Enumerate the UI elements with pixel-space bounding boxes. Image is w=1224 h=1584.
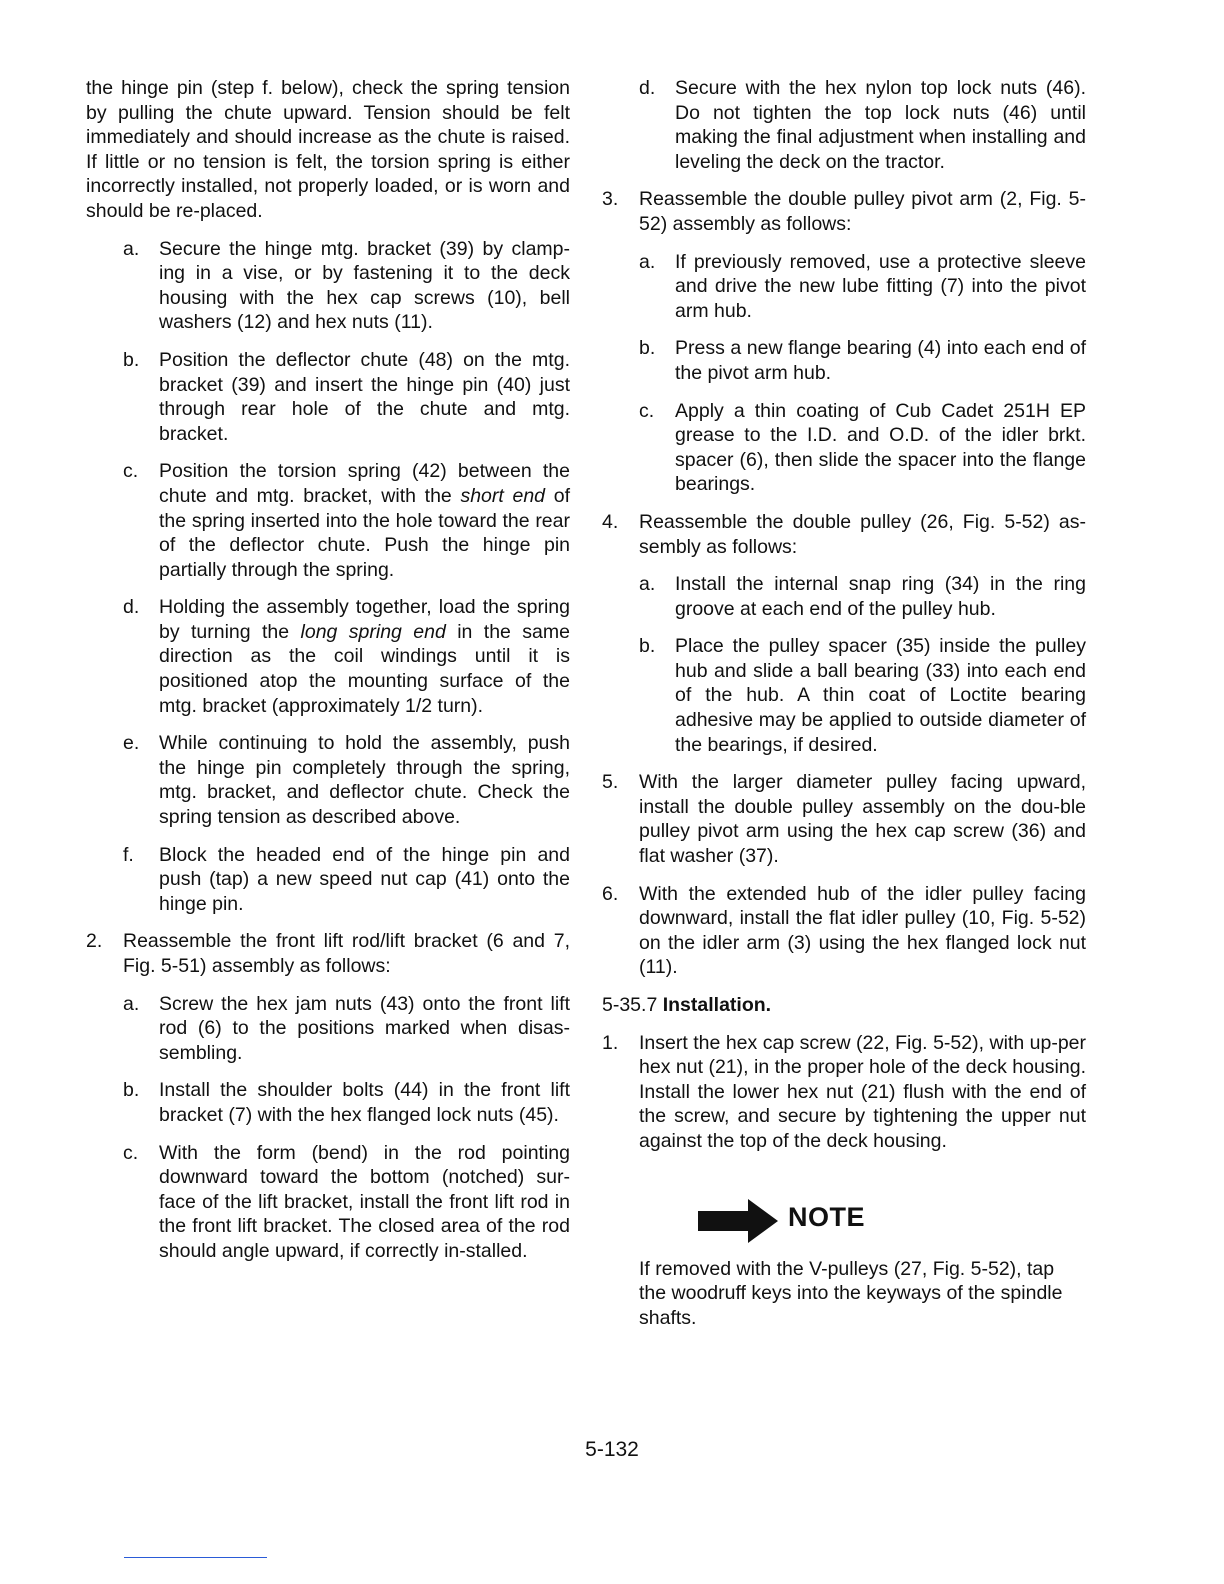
section-title: Installation. [662,994,772,1016]
step-2c-text: With the form (bend) in the rod pointing downward toward the bottom (notched) sur-face of the lift bracket, install the front lift rod in the front lift bracket. The closed area of the rod should angle upward, if correctly in-stalled. [159,1141,570,1262]
step-4a-text: Install the internal snap ring (34) in the ring groove at each end of the pulley hub. [675,573,1086,620]
right-column [602,76,1086,1330]
step-4a: a. Install the internal snap ring (34) in the ring groove at each end of the pulley hub. [639,573,1086,620]
install-step-1-text: Insert the hex cap screw (22, Fig. 5-52), with up-per hex nut (21), in the proper hole of the deck housing. Install the lower hex nut (21) flush with the end of the screw, and secure by tightening the upper nut against the top of the deck housing. [639,1031,1086,1152]
item-3-text: Reassemble the double pulley pivot arm (2, Fig. 5-52) assembly as follows: [639,188,1086,235]
note-header [602,1199,1086,1243]
step-1d: d. Holding the assembly together, load the spring by turning the long spring end in the same direction as the coil windings until it is positioned atop the mounting surface of the mtg. bracket (approximately 1/2 turn). [123,596,570,717]
step-3b: b. Press a new flange bearing (4) into each end of the pivot arm hub. [639,337,1086,384]
step-2b-text: Install the shoulder bolts (44) in the front lift bracket (7) with the hex flanged lock nuts (45). [159,1079,570,1126]
item-6-text: With the extended hub of the idler pulley facing downward, install the flat idler pulley (10, Fig. 5-52) on the idler arm (3) using the hex flanged lock nut (11). [639,882,1086,979]
step-2a: a. Screw the hex jam nuts (43) onto the front lift rod (6) to the positions marked when disas-sembling. [123,992,570,1064]
section-heading [602,993,1086,1018]
arrow-right-icon [698,1199,782,1243]
item-5: 5. With the larger diameter pulley facing upward, install the double pulley assembly on the dou-ble pulley pivot arm using the hex cap screw (36) and flat washer (37). [602,771,1086,868]
step-4b-text: Place the pulley spacer (35) inside the pulley hub and slide a ball bearing (33) into each end of the hub. A thin coat of Loctite bearing adhesive may be applied to outside diameter of the bearings, if desired. [675,635,1086,756]
emphasis-short-end: short end [460,484,546,507]
install-step-1: 1. Insert the hex cap screw (22, Fig. 5-52), with up-per hex nut (21), in the proper hole of the deck housing. Install the lower hex nut (21) flush with the end of the screw, and secure by tightening the upper nut against the top of the deck housing. [602,1031,1086,1152]
step-1b: b. Position the deflector chute (48) on the mtg. bracket (39) and insert the hinge pin (40) just through rear hole of the chute and mtg. bracket. [123,348,570,445]
step-1f-text: Block the headed end of the hinge pin and push (tap) a new speed nut cap (41) onto the hinge pin. [159,843,570,915]
item-4-text: Reassemble the double pulley (26, Fig. 5-52) as-sembly as follows: [639,510,1086,558]
step-3a: a. If previously removed, use a protective sleeve and drive the new lube fitting (7) into the pivot arm hub. [639,250,1086,322]
item-3: 3. Reassemble the double pulley pivot arm (2, Fig. 5-52) assembly as follows: [602,188,1086,235]
item-2-text: Reassemble the front lift rod/lift bracket (6 and 7, Fig. 5-51) assembly as follows: [123,930,570,977]
footer-divider [124,1557,267,1558]
item-6: 6. With the extended hub of the idler pulley facing downward, install the flat idler pulley (10, Fig. 5-52) on the idler arm (3) using the hex flanged lock nut (11). [602,882,1086,979]
item-5-text: With the larger diameter pulley facing upward, install the double pulley assembly on the dou-ble pulley pivot arm using the hex cap screw (36) and flat washer (37). [639,771,1086,868]
step-3c: c. Apply a thin coating of Cub Cadet 251H EP grease to the I.D. and O.D. of the idler brkt. spacer (6), then slide the spacer into the flange bearings. [639,399,1086,496]
step-1a: a. Secure the hinge mtg. bracket (39) by clamp-ing in a vise, or by fastening it to the deck housing with the hex cap screws (10), bell washers (12) and hex nuts (11). [123,237,570,334]
step-3b-text: Press a new flange bearing (4) into each end of the pivot arm hub. [675,337,1086,384]
note-label: NOTE [788,1201,866,1232]
step-1c: c. Position the torsion spring (42) between the chute and mtg. bracket, with the short end of the spring inserted into the hole toward the rear of the deflector chute. Push the hinge pin partially through the spring. [123,460,570,581]
intro-paragraph: the hinge pin (step f. below), check the spring tension by pulling the chute upward. Tension should be felt immediately and should increase as the chute is raised. If little or no tension is felt, the torsion spring is either incorrectly installed, not properly loaded, or is worn and should be re-placed. [86,77,570,222]
step-1f: f. Block the headed end of the hinge pin and push (tap) a new speed nut cap (41) onto the hinge pin. [123,843,570,915]
step-3a-text: If previously removed, use a protective sleeve and drive the new lube fitting (7) into the pivot arm hub. [675,250,1086,322]
step-2c: c. With the form (bend) in the rod pointing downward toward the bottom (notched) sur-face of the lift bracket, install the front lift rod in the front lift bracket. The closed area of the rod should angle upward, if correctly in-stalled. [123,1141,570,1262]
step-1e-text: While continuing to hold the assembly, push the hinge pin completely through the spring, mtg. bracket, and deflector chute. Check the spring tension as described above. [159,732,570,829]
left-column [86,76,570,1264]
step-1e: e. While continuing to hold the assembly, push the hinge pin completely through the spring, mtg. bracket, and deflector chute. Check the spring tension as described above. [123,732,570,829]
step-4b: b. Place the pulley spacer (35) inside the pulley hub and slide a ball bearing (33) into each end of the hub. A thin coat of Loctite bearing adhesive may be applied to outside diameter of the bearings, if desired. [639,635,1086,756]
step-2a-text: Screw the hex jam nuts (43) onto the front lift rod (6) to the positions marked when disas-sembling. [159,992,570,1064]
section-number: 5-35.7 [602,994,658,1016]
step-3c-text: Apply a thin coating of Cub Cadet 251H EP grease to the I.D. and O.D. of the idler brkt. spacer (6), then slide the spacer into the flange bearings. [675,399,1086,496]
step-1a-text: Secure the hinge mtg. bracket (39) by clamp-ing in a vise, or by fastening it to the deck housing with the hex cap screws (10), bell washers (12) and hex nuts (11). [159,237,570,334]
item-4: 4. Reassemble the double pulley (26, Fig. 5-52) as-sembly as follows: [602,510,1086,558]
item-2: 2. Reassemble the front lift rod/lift bracket (6 and 7, Fig. 5-51) assembly as follows: [86,930,570,977]
step-1d-continued-text: Secure with the hex nylon top lock nuts (46). Do not tighten the top lock nuts (46) until making the final adjustment when installing and leveling the deck on the tractor. [675,77,1086,173]
step-1d-continued: d. Secure with the hex nylon top lock nuts (46). Do not tighten the top lock nuts (46) until making the final adjustment when installing and leveling the deck on the tractor. [639,77,1086,173]
step-2b: b. Install the shoulder bolts (44) in the front lift bracket (7) with the hex flanged lock nuts (45). [123,1079,570,1126]
page-number: 5-132 [585,1438,639,1461]
step-1b-text: Position the deflector chute (48) on the mtg. bracket (39) and insert the hinge pin (40) just through rear hole of the chute and mtg. bracket. [159,348,570,445]
note-text: If removed with the V-pulleys (27, Fig. 5-52), tap the woodruff keys into the keyways of the spindle shafts. [639,1257,1063,1329]
emphasis-long-spring-end: long spring end [300,620,446,643]
